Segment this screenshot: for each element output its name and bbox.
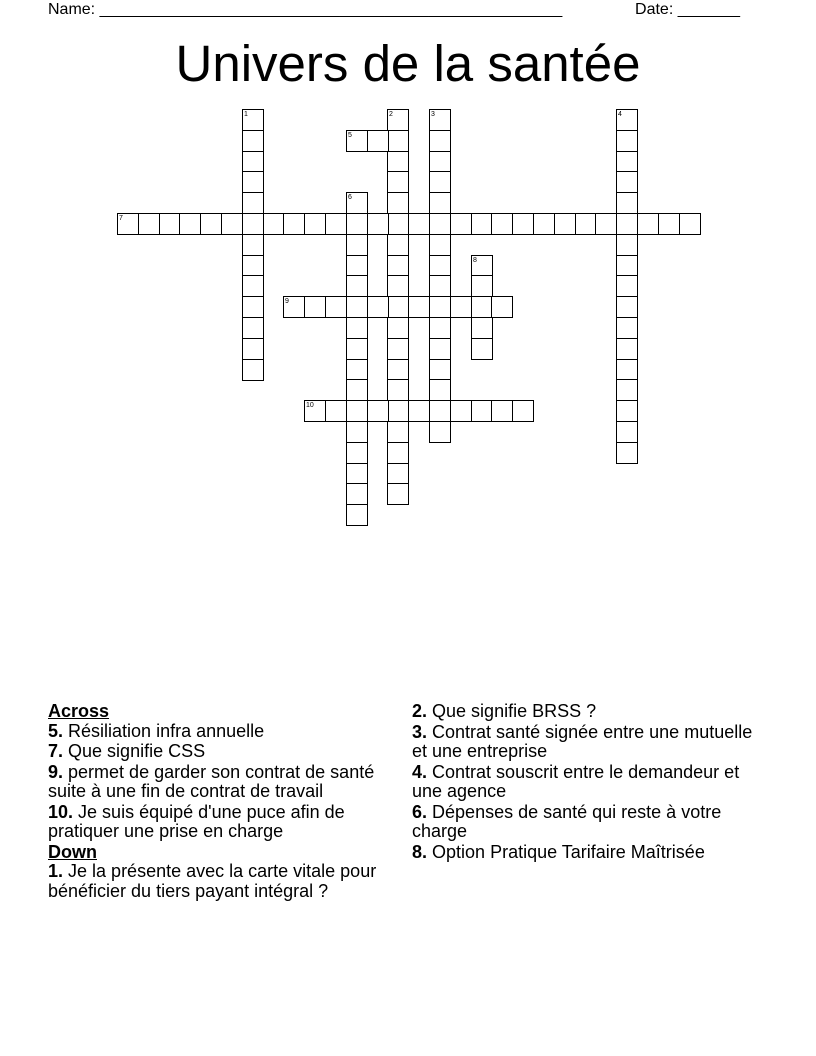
grid-cell[interactable] [346,400,368,422]
grid-cell-number: 10 [306,402,314,409]
clues-column-left [48,702,398,902]
grid-cell[interactable] [179,213,201,235]
grid-cell[interactable] [304,400,326,422]
grid-cell[interactable] [471,338,493,360]
grid-cell[interactable] [616,151,638,173]
across-heading: Across [48,701,110,721]
grid-cell[interactable] [387,379,409,401]
grid-cell[interactable] [283,213,305,235]
grid-cell[interactable] [616,400,638,422]
grid-cell[interactable] [408,213,430,235]
clue-across-7: 7. Que signifie CSS [48,741,206,761]
grid-cell[interactable] [242,359,264,381]
grid-cell[interactable] [367,130,389,152]
grid-cell[interactable] [304,296,326,318]
grid-cell[interactable] [595,213,617,235]
grid-cell[interactable] [200,213,222,235]
grid-cell[interactable] [658,213,680,235]
grid-cell[interactable] [346,275,368,297]
grid-cell[interactable] [304,213,326,235]
grid-cell[interactable] [471,255,493,277]
down-heading: Down [48,841,97,862]
grid-cell[interactable] [346,130,368,152]
grid-cell-number: 7 [119,215,123,222]
grid-cell[interactable] [429,359,451,381]
grid-cell[interactable] [346,483,368,505]
clue-down-8: 8. Option Pratique Tarifaire Maîtrisée [412,841,705,862]
clue-down-4: 4. Contrat souscrit entre le demandeur et une agence [412,761,740,801]
grid-cell[interactable] [117,213,139,235]
grid-cell[interactable] [554,213,576,235]
grid-cell[interactable] [367,213,389,235]
grid-cell[interactable] [387,192,409,214]
grid-cell[interactable] [387,171,409,193]
clue-across-9: 9. permet de garder son contrat de santé suite à une fin de contrat de travail [48,761,375,801]
grid-cell[interactable] [242,275,264,297]
grid-cell[interactable] [242,213,264,235]
grid-cell[interactable] [429,275,451,297]
grid-cell[interactable] [346,442,368,464]
grid-cell[interactable] [263,213,285,235]
grid-cell[interactable] [387,130,409,152]
grid-cell[interactable] [346,379,368,401]
grid-cell[interactable] [616,338,638,360]
clue-down-1: 1. Je la présente avec la carte vitale pour bénéficier du tiers payant intégral ? [48,861,377,901]
grid-cell[interactable] [491,400,513,422]
grid-cell[interactable] [616,317,638,339]
grid-cell[interactable] [575,213,597,235]
grid-cell[interactable] [429,192,451,214]
grid-cell[interactable] [450,296,472,318]
grid-cell-number: 4 [618,111,622,118]
grid-cell[interactable] [616,275,638,297]
grid-cell[interactable] [387,255,409,277]
grid-cell[interactable] [471,296,493,318]
grid-cell-number: 9 [285,298,289,305]
grid-cell[interactable] [387,338,409,360]
grid-cell[interactable] [242,151,264,173]
grid-cell[interactable] [471,317,493,339]
grid-cell[interactable] [429,421,451,443]
grid-cell[interactable] [429,213,451,235]
grid-cell-number: 3 [431,111,435,118]
grid-cell[interactable] [242,192,264,214]
grid-cell[interactable] [387,400,409,422]
grid-cell[interactable] [616,171,638,193]
grid-cell[interactable] [512,400,534,422]
grid-cell[interactable] [616,192,638,214]
grid-cell[interactable] [616,421,638,443]
grid-cell[interactable] [346,234,368,256]
grid-cell[interactable] [325,296,347,318]
grid-cell[interactable] [616,234,638,256]
grid-cell[interactable] [429,109,451,131]
grid-cell[interactable] [387,421,409,443]
grid-cell[interactable] [325,213,347,235]
grid-cell[interactable] [616,359,638,381]
grid-cell[interactable] [679,213,701,235]
page-title: Univers de la santée [175,35,641,92]
grid-cell[interactable] [346,463,368,485]
grid-cell[interactable] [242,171,264,193]
grid-cell[interactable] [471,400,493,422]
grid-cell[interactable] [138,213,160,235]
grid-cell[interactable] [387,317,409,339]
grid-cell[interactable] [387,275,409,297]
grid-cell[interactable] [408,400,430,422]
date-field[interactable]: Date: _______ [635,1,740,18]
grid-cell[interactable] [221,213,243,235]
grid-cell[interactable] [283,296,305,318]
grid-cell[interactable] [159,213,181,235]
grid-cell[interactable] [387,359,409,381]
grid-cell[interactable] [616,379,638,401]
grid-cell-number: 5 [348,132,352,139]
grid-cell[interactable] [346,192,368,214]
grid-cell[interactable] [471,275,493,297]
grid-cell[interactable] [429,296,451,318]
grid-cell-number: 1 [244,111,248,118]
clue-down-6: 6. Dépenses de santé qui reste à votre charge [412,801,722,841]
grid-cell[interactable] [346,421,368,443]
grid-cell[interactable] [387,213,409,235]
grid-cell[interactable] [387,483,409,505]
grid-cell[interactable] [429,151,451,173]
grid-cell[interactable] [429,255,451,277]
grid-cell[interactable] [242,338,264,360]
grid-cell[interactable] [346,213,368,235]
grid-cell[interactable] [346,504,368,526]
clue-down-2: 2. Que signifie BRSS ? [412,701,597,721]
name-field[interactable]: Name: ____________________________________________________ [48,1,563,18]
grid-cell[interactable] [242,109,264,131]
grid-cell[interactable] [242,234,264,256]
grid-cell[interactable] [387,463,409,485]
grid-cell[interactable] [616,442,638,464]
grid-cell[interactable] [367,400,389,422]
grid-cell[interactable] [471,213,493,235]
grid-cell[interactable] [346,317,368,339]
grid-cell[interactable] [429,130,451,152]
grid-cell[interactable] [616,130,638,152]
grid-cell[interactable] [429,400,451,422]
grid-cell[interactable] [387,234,409,256]
clues-column-right [412,702,757,863]
grid-cell[interactable] [429,171,451,193]
grid-cell[interactable] [242,296,264,318]
clue-across-5: 5. Résiliation infra annuelle [48,720,265,741]
grid-cell[interactable] [450,400,472,422]
grid-cell[interactable] [429,317,451,339]
grid-cell[interactable] [491,296,513,318]
grid-cell[interactable] [616,213,638,235]
grid-cell[interactable] [450,213,472,235]
grid-cell-number: 2 [389,111,393,118]
grid-cell[interactable] [616,255,638,277]
grid-cell[interactable] [512,213,534,235]
grid-cell[interactable] [346,255,368,277]
grid-cell[interactable] [387,109,409,131]
grid-cell[interactable] [387,442,409,464]
grid-cell[interactable] [491,213,513,235]
grid-cell[interactable] [242,317,264,339]
grid-cell[interactable] [367,296,389,318]
grid-cell[interactable] [408,296,430,318]
grid-cell[interactable] [637,213,659,235]
grid-cell[interactable] [346,338,368,360]
grid-cell[interactable] [346,359,368,381]
grid-cell[interactable] [242,255,264,277]
grid-cell[interactable] [533,213,555,235]
grid-cell[interactable] [429,338,451,360]
grid-cell[interactable] [242,130,264,152]
grid-cell[interactable] [325,400,347,422]
grid-cell[interactable] [429,379,451,401]
grid-cell-number: 6 [348,194,352,201]
grid-cell[interactable] [387,151,409,173]
grid-cell[interactable] [387,296,409,318]
grid-cell[interactable] [346,296,368,318]
grid-cell[interactable] [616,109,638,131]
grid-cell[interactable] [429,234,451,256]
clue-across-10: 10. Je suis équipé d'une puce afin de pratiquer une prise en charge [48,801,345,841]
grid-cell[interactable] [616,296,638,318]
grid-cell-number: 8 [473,257,477,264]
clue-down-3: 3. Contrat santé signée entre une mutuelle et une entreprise [412,721,753,761]
